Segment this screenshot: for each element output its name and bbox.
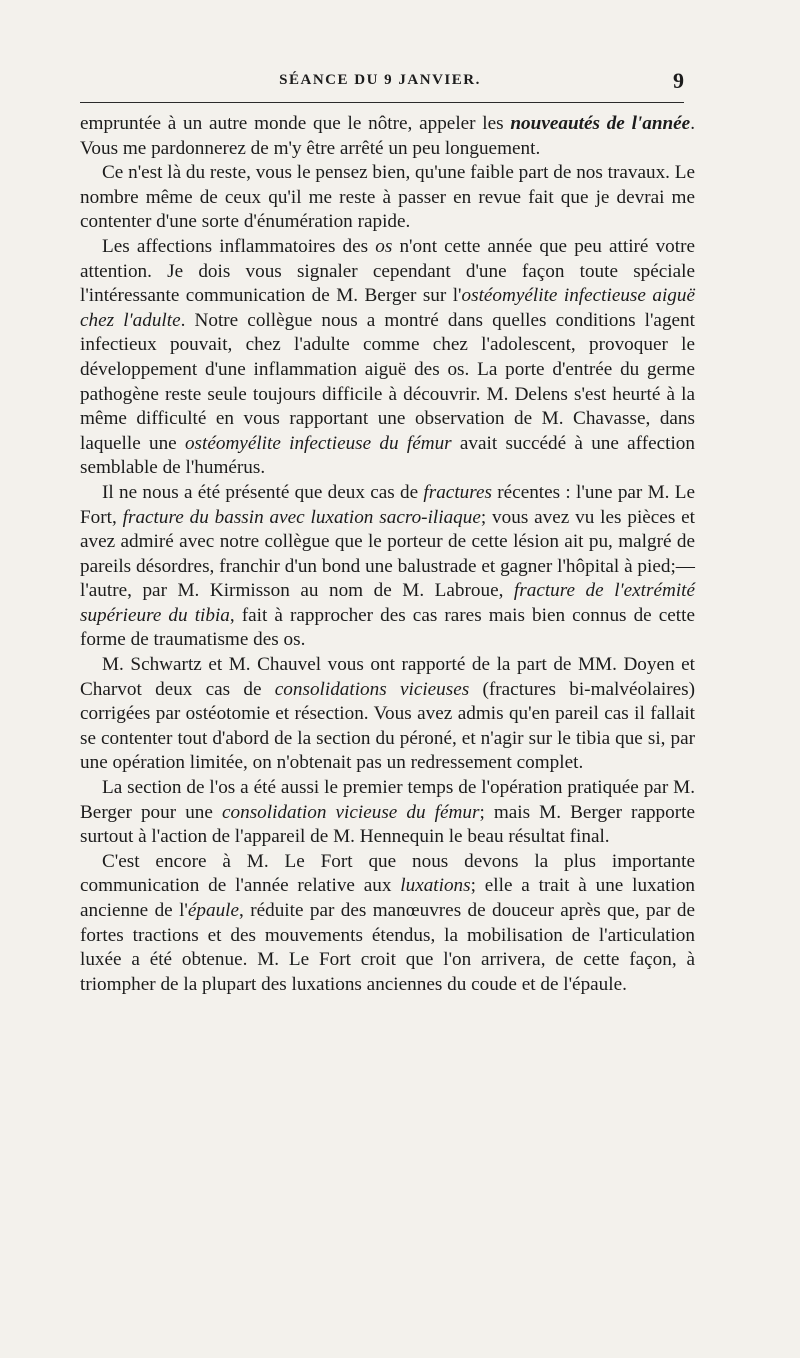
emphasized-text: fracture de l'extrémité supérieure du tibia (80, 580, 696, 626)
page-number: 9 (673, 68, 684, 93)
emphasized-text: consolidation vicieuse du fémur (221, 801, 480, 823)
text-run: , réduite par des manœuvres de douceur après que, par de fortes tractions et des mouvements étendus, la mobilisation de l'articulation luxée a été obtenue. M. Le Fort croit que l'on arrivera, de cette façon, à triompher de la plupart des luxations anciennes du coude et de l'épaule. (80, 900, 695, 995)
text-run: Les affections inflammatoires des (102, 235, 376, 257)
paragraph (80, 653, 695, 776)
emphasized-text: nouveautés de l'année (510, 113, 691, 134)
paragraph (80, 776, 695, 850)
paragraph (80, 235, 695, 481)
emphasized-text: ostéomyélite infectieuse du fémur (184, 432, 452, 454)
emphasized-text: os (375, 235, 393, 257)
emphasized-text: consolidations vicieuses (274, 678, 470, 700)
header-rule (80, 102, 684, 103)
paragraph (80, 161, 695, 235)
emphasized-text: épaule (187, 900, 240, 921)
text-run: ; elle a trait à une luxation ancienne de l' (80, 875, 696, 921)
text-run: . Notre collègue nous a montré dans quelles conditions l'agent infectieux pouvait, chez l'adulte comme chez l'adolescent, provoquer le développement d'une inflammation aiguë des os. La porte d'entrée du germe pathogène reste seule toujours difficile à découvrir. M. Delens s'est heurté à la même difficulté en vous rapportant une observation de M. Chavasse, dans laquelle une (80, 309, 695, 454)
emphasized-text: fractures (423, 481, 492, 503)
emphasized-text: fracture du bassin avec luxation sacro-iliaque (122, 506, 481, 528)
running-head: SÉANCE DU 9 JANVIER. (279, 72, 481, 88)
emphasized-text: luxations (400, 875, 471, 897)
text-run: récentes : l'une par M. Le Fort, (80, 481, 695, 528)
text-run: Il ne nous a été présenté que deux cas de (102, 481, 424, 503)
paragraph (80, 481, 695, 653)
text-run: (fractures bi-malvéolaires) corrigées par ostéotomie et résection. Vous avez admis qu'en pareil cas il fallait se contenter tout d'abord de la section du péroné, et n'agir sur le tibia que si, par une opération limitée, on n'obtenait pas un redressement complet. (80, 678, 695, 774)
text-run: ; vous avez vu les pièces et avez admiré avec notre collègue que le porteur de cette lésion ait pu, malgré de pareils désordres, franchir d'un bond une balustrade et gagner l'hôpital à pied;—l'autre, par M. Kirmisson au nom de M. Labroue, (80, 506, 695, 602)
page-header (80, 68, 684, 100)
paragraph (80, 850, 695, 998)
body-text (80, 112, 695, 997)
text-run: La section de l'os a été aussi le premier temps de l'opération pratiquée par M. Berger pour une (80, 777, 695, 823)
text-run: empruntée à un autre monde que le nôtre, appeler les (80, 113, 511, 134)
paragraph (80, 112, 695, 161)
text-run: . Vous me pardonnerez de m'y être arrêté un peu longuement. (80, 113, 695, 159)
emphasized-text: ostéomyélite infectieuse aiguë chez l'adulte (80, 285, 695, 331)
text-run: M. Schwartz et M. Chauvel vous ont rapporté de la part de MM. Doyen et Charvot deux cas de (80, 654, 695, 700)
text-run: C'est encore à M. Le Fort que nous devons la plus importante communication de l'année relative aux (80, 850, 695, 897)
text-run: Ce n'est là du reste, vous le pensez bien, qu'une faible part de nos travaux. Le nombre même de ceux qu'il me reste à passer en revue fait que je devrai me contenter d'une sorte d'énumération rapide. (80, 162, 696, 233)
text-run: ; mais M. Berger rapporte surtout à l'action de l'appareil de M. Hennequin le beau résultat final. (80, 801, 695, 848)
text-run: n'ont cette année que peu attiré votre attention. Je dois vous signaler cependant d'une façon toute spéciale l'intéressante communication de M. Berger sur l' (80, 235, 696, 307)
text-run: avait succédé à une affection semblable de l'humérus. (80, 432, 695, 479)
text-run: , fait à rapprocher des cas rares mais bien connus de cette forme de traumatisme des os. (80, 604, 695, 651)
